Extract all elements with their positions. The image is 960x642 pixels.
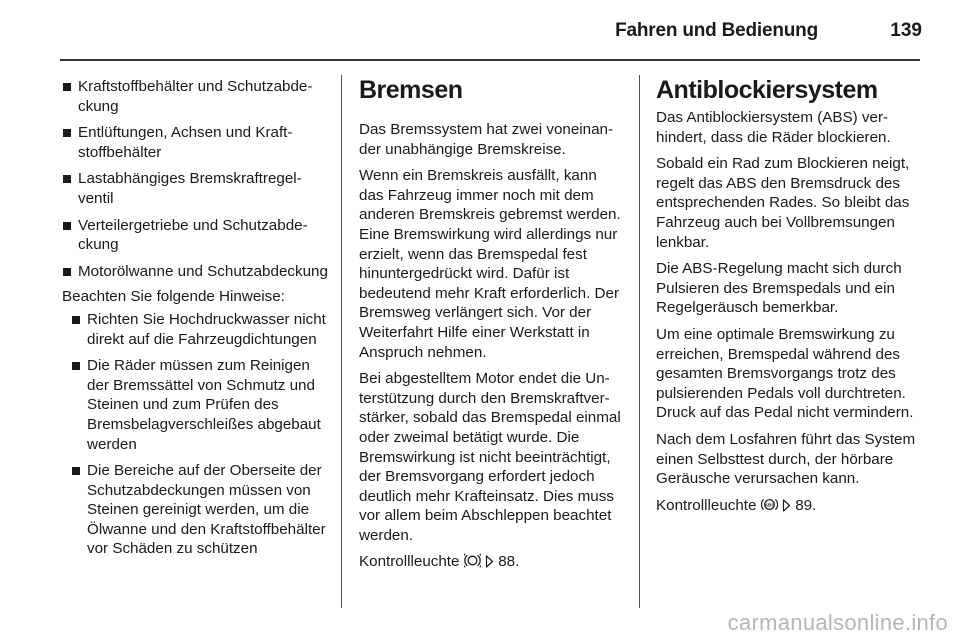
list-item: Die Bereiche auf der Oberseite der Schutzabdeckungen müssen von Steinen gereinigt werden, um die Ölwanne und den Kraftstoffbehälter vor Schäden zu schützen <box>71 461 328 559</box>
abs-warning-icon <box>761 497 778 518</box>
list-item: Die Räder müssen zum Reinigen der Bremssättel von Schmutz und Steinen und zum Prüfen des Bremsbelagverschleißes abgebaut werden <box>71 356 328 454</box>
paragraph: Sobald ein Rad zum Blockieren neigt, regelt das ABS den Bremsdruck des entsprechenden Rades. So bleibt das Fahrzeug auch bei Vollbremsungen lenkbar. <box>656 155 910 251</box>
notes-bullet-list <box>71 310 328 559</box>
paragraph: Wenn ein Bremskreis ausfällt, kann das Fahrzeug immer noch mit dem anderen Bremskreis gebremst werden. Eine Bremswirkung wird allerdings nur erzielt, wenn das Bremspedal fest hinuntergedrückt wird. Dafür ist bedeutend mehr Kraft erforderlich. Der Bremsweg verlängert sich. Vor der Weiterfahrt Hilfe einer Werkstatt in Anspruch nehmen. <box>359 167 621 361</box>
chapter-title: Fahren und Bedienung <box>615 20 818 41</box>
header-rule <box>60 59 920 61</box>
reference-page[interactable]: 89. <box>795 496 817 514</box>
column-divider-right <box>639 75 640 608</box>
list-item: Lastabhängiges Bremskraftregelventil <box>62 169 328 208</box>
notes-intro: Beachten Sie folgende Hinweise: <box>62 288 285 306</box>
column-divider-left <box>341 75 342 608</box>
list-item: Motorölwanne und Schutzabdeckung <box>62 262 328 282</box>
reference-label: Kontrollleuchte <box>359 553 460 571</box>
paragraph: Nach dem Losfahren führt das System einen Selbsttest durch, der hörbare Geräusche verursachen kann. <box>656 430 916 488</box>
warning-light-reference <box>656 496 926 518</box>
brake-warning-icon <box>464 553 481 574</box>
paragraph: Die ABS-Regelung macht sich durch Pulsieren des Bremspedals und ein Regelgeräusch bemerkbar. <box>656 260 902 317</box>
list-item: Richten Sie Hochdruckwasser nicht direkt auf die Fahrzeugdichtungen <box>71 310 328 349</box>
list-item: Entlüftungen, Achsen und Kraftstoffbehälter <box>62 123 328 162</box>
warning-light-reference <box>359 552 625 574</box>
section-heading-abs: Antiblockiersystem <box>656 76 878 104</box>
paragraph: Bei abgestelltem Motor endet die Unterstützung durch den Bremskraftverstärker, sobald das Bremspedal einmal oder zweimal betätigt wurde. Die Bremswirkung ist nicht beeinträchtigt, der Bremsvorgang erfordert jedoch deutlich mehr Krafteinsatz. Dies muss vor allem beim Abschleppen beachtet werden. <box>359 370 621 544</box>
list-item: Kraftstoffbehälter und Schutzabdeckung <box>62 77 328 116</box>
column-middle <box>359 77 625 574</box>
page-reference-icon <box>485 554 494 574</box>
column-left <box>62 77 328 566</box>
reference-label: Kontrollleuchte <box>656 496 757 514</box>
page-number: 139 <box>890 20 922 41</box>
reference-page[interactable]: 88. <box>498 553 520 571</box>
page-header <box>0 0 960 60</box>
section-heading-brakes: Bremsen <box>359 76 463 104</box>
paragraph: Das Antiblockiersystem (ABS) verhindert, dass die Räder blockieren. <box>656 109 891 146</box>
paragraph: Das Bremssystem hat zwei voneinander unabhängige Bremskreise. <box>359 121 614 158</box>
watermark: carmanualsonline.info <box>727 610 948 635</box>
page-reference-icon <box>782 498 791 518</box>
component-bullet-list <box>62 77 328 281</box>
column-right <box>656 77 926 517</box>
paragraph: Um eine optimale Bremswirkung zu erreichen, Bremspedal während des gesamten Bremsvorgangs trotz des pulsierenden Pedals voll durchtreten. Druck auf das Pedal nicht vermindern. <box>656 325 914 422</box>
list-item: Verteilergetriebe und Schutzabdeckung <box>62 216 328 255</box>
svg-text:ABS: ABS <box>764 502 775 508</box>
